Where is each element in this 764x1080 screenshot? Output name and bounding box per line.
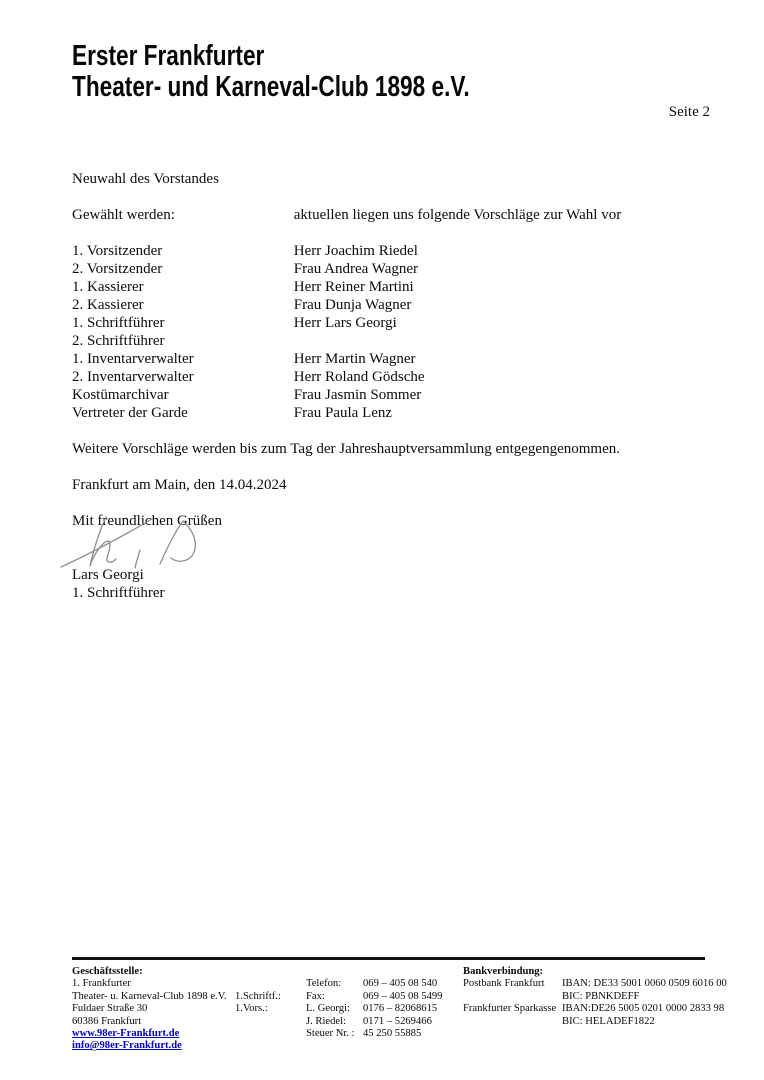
position-role: 1. Vorsitzender <box>72 243 163 259</box>
position-row <box>72 314 722 332</box>
position-role: 1. Inventarverwalter <box>72 351 194 367</box>
bank-iban: IBAN: DE33 5001 0060 0509 6016 00 <box>562 978 727 990</box>
club-letterhead-title <box>72 41 470 103</box>
intro-right: aktuellen liegen uns folgende Vorschläge zur Wahl vor <box>293 207 622 223</box>
position-row <box>72 332 722 350</box>
contact-label: Telefon: <box>306 978 342 990</box>
position-candidate: Herr Lars Georgi <box>293 315 397 331</box>
contact-value: 069 – 405 08 540 <box>363 978 438 990</box>
footer-iban-block <box>562 978 727 1028</box>
position-role: 2. Vorsitzender <box>72 261 163 277</box>
position-role: Vertreter der Garde <box>72 405 188 421</box>
footer-contact-labels <box>306 978 355 1040</box>
contact-value: 45 250 55885 <box>363 1027 422 1039</box>
position-row <box>72 350 722 368</box>
office-line: Fuldaer Straße 30 <box>72 1003 148 1015</box>
position-role: 2. Inventarverwalter <box>72 369 194 385</box>
position-role: 2. Schriftführer <box>72 333 165 349</box>
contact-value: 069 – 405 08 5499 <box>363 990 443 1002</box>
position-candidate: Frau Jasmin Sommer <box>293 387 422 403</box>
contact-label: L. Georgi: <box>306 1003 350 1015</box>
contact-label: J. Riedel: <box>306 1015 347 1027</box>
intro-left: Gewählt werden: <box>72 207 175 223</box>
subject-line: Neuwahl des Vorstandes <box>72 171 219 187</box>
footer-divider <box>72 957 705 960</box>
blank-line <box>72 224 722 242</box>
position-role: 1. Schriftführer <box>72 315 165 331</box>
club-title-line1: Erster Frankfurter <box>72 40 265 72</box>
position-candidate: Herr Martin Wagner <box>293 351 416 367</box>
bank-bic: BIC: PBNKDEFF <box>562 990 640 1002</box>
footer-office-block <box>72 966 227 1053</box>
position-role: 2. Kassierer <box>72 297 144 313</box>
position-role: 1. Kassierer <box>72 279 144 295</box>
position-row <box>72 404 722 422</box>
intro-row <box>72 206 722 224</box>
contact-label: Steuer Nr. : <box>306 1027 355 1039</box>
contact-value: 0176 – 82068615 <box>363 1003 438 1015</box>
email-link[interactable]: info@98er-Frankfurt.de <box>72 1040 182 1052</box>
office-heading: Geschäftsstelle: <box>72 966 143 977</box>
page-number-label: Seite 2 <box>668 104 710 120</box>
bank-bic: BIC: HELADEF1822 <box>562 1015 655 1027</box>
blank-line <box>72 458 722 476</box>
position-candidate: Herr Joachim Riedel <box>293 243 418 259</box>
signature-image <box>56 508 226 580</box>
office-line: 60386 Frankfurt <box>72 1015 142 1027</box>
position-candidate: Herr Roland Gödsche <box>293 369 425 385</box>
position-row <box>72 386 722 404</box>
position-candidate: Frau Dunja Wagner <box>293 297 412 313</box>
bank-iban: IBAN:DE26 5005 0201 0000 2833 98 <box>562 1003 725 1015</box>
office-line: Theater- u. Karneval-Club 1898 e.V. <box>72 990 227 1002</box>
blank-line <box>72 422 722 440</box>
position-row <box>72 260 722 278</box>
bank-name: Frankfurter Sparkasse <box>463 1003 557 1015</box>
closing-line: Mit freundlichen Grüßen <box>72 513 222 529</box>
footer-bank-block <box>463 966 556 1016</box>
position-role: Kostümarchivar <box>72 387 169 403</box>
blank-line <box>72 188 722 206</box>
position-candidate: Frau Paula Lenz <box>293 405 393 421</box>
date-line: Frankfurt am Main, den 14.04.2024 <box>72 477 287 493</box>
position-candidate: Frau Andrea Wagner <box>293 261 419 277</box>
contact-role: 1.Schriftf.: <box>235 990 281 1002</box>
position-row <box>72 296 722 314</box>
contact-label: Fax: <box>306 990 325 1002</box>
signer-name: Lars Georgi <box>72 567 144 583</box>
footer-roles-block <box>235 991 281 1016</box>
position-row <box>72 368 722 386</box>
blank-line <box>463 991 556 1003</box>
bank-name: Postbank Frankfurt <box>463 978 545 990</box>
position-candidate: Herr Reiner Martini <box>293 279 414 295</box>
signer-role: 1. Schriftführer <box>72 585 165 601</box>
website-link[interactable]: www.98er-Frankfurt.de <box>72 1027 180 1039</box>
office-line: 1. Frankfurter <box>72 978 131 990</box>
bank-heading: Bankverbindung: <box>463 966 544 977</box>
footer-contact-values <box>363 978 442 1040</box>
club-title-line2: Theater- und Karneval-Club 1898 e.V. <box>72 71 470 103</box>
position-row <box>72 278 722 296</box>
note-line: Weitere Vorschläge werden bis zum Tag der Jahreshauptversammlung entgegengenommen. <box>72 441 620 457</box>
contact-value: 0171 – 5269466 <box>363 1015 432 1027</box>
position-row <box>72 242 722 260</box>
contact-role: 1.Vors.: <box>235 1003 268 1015</box>
